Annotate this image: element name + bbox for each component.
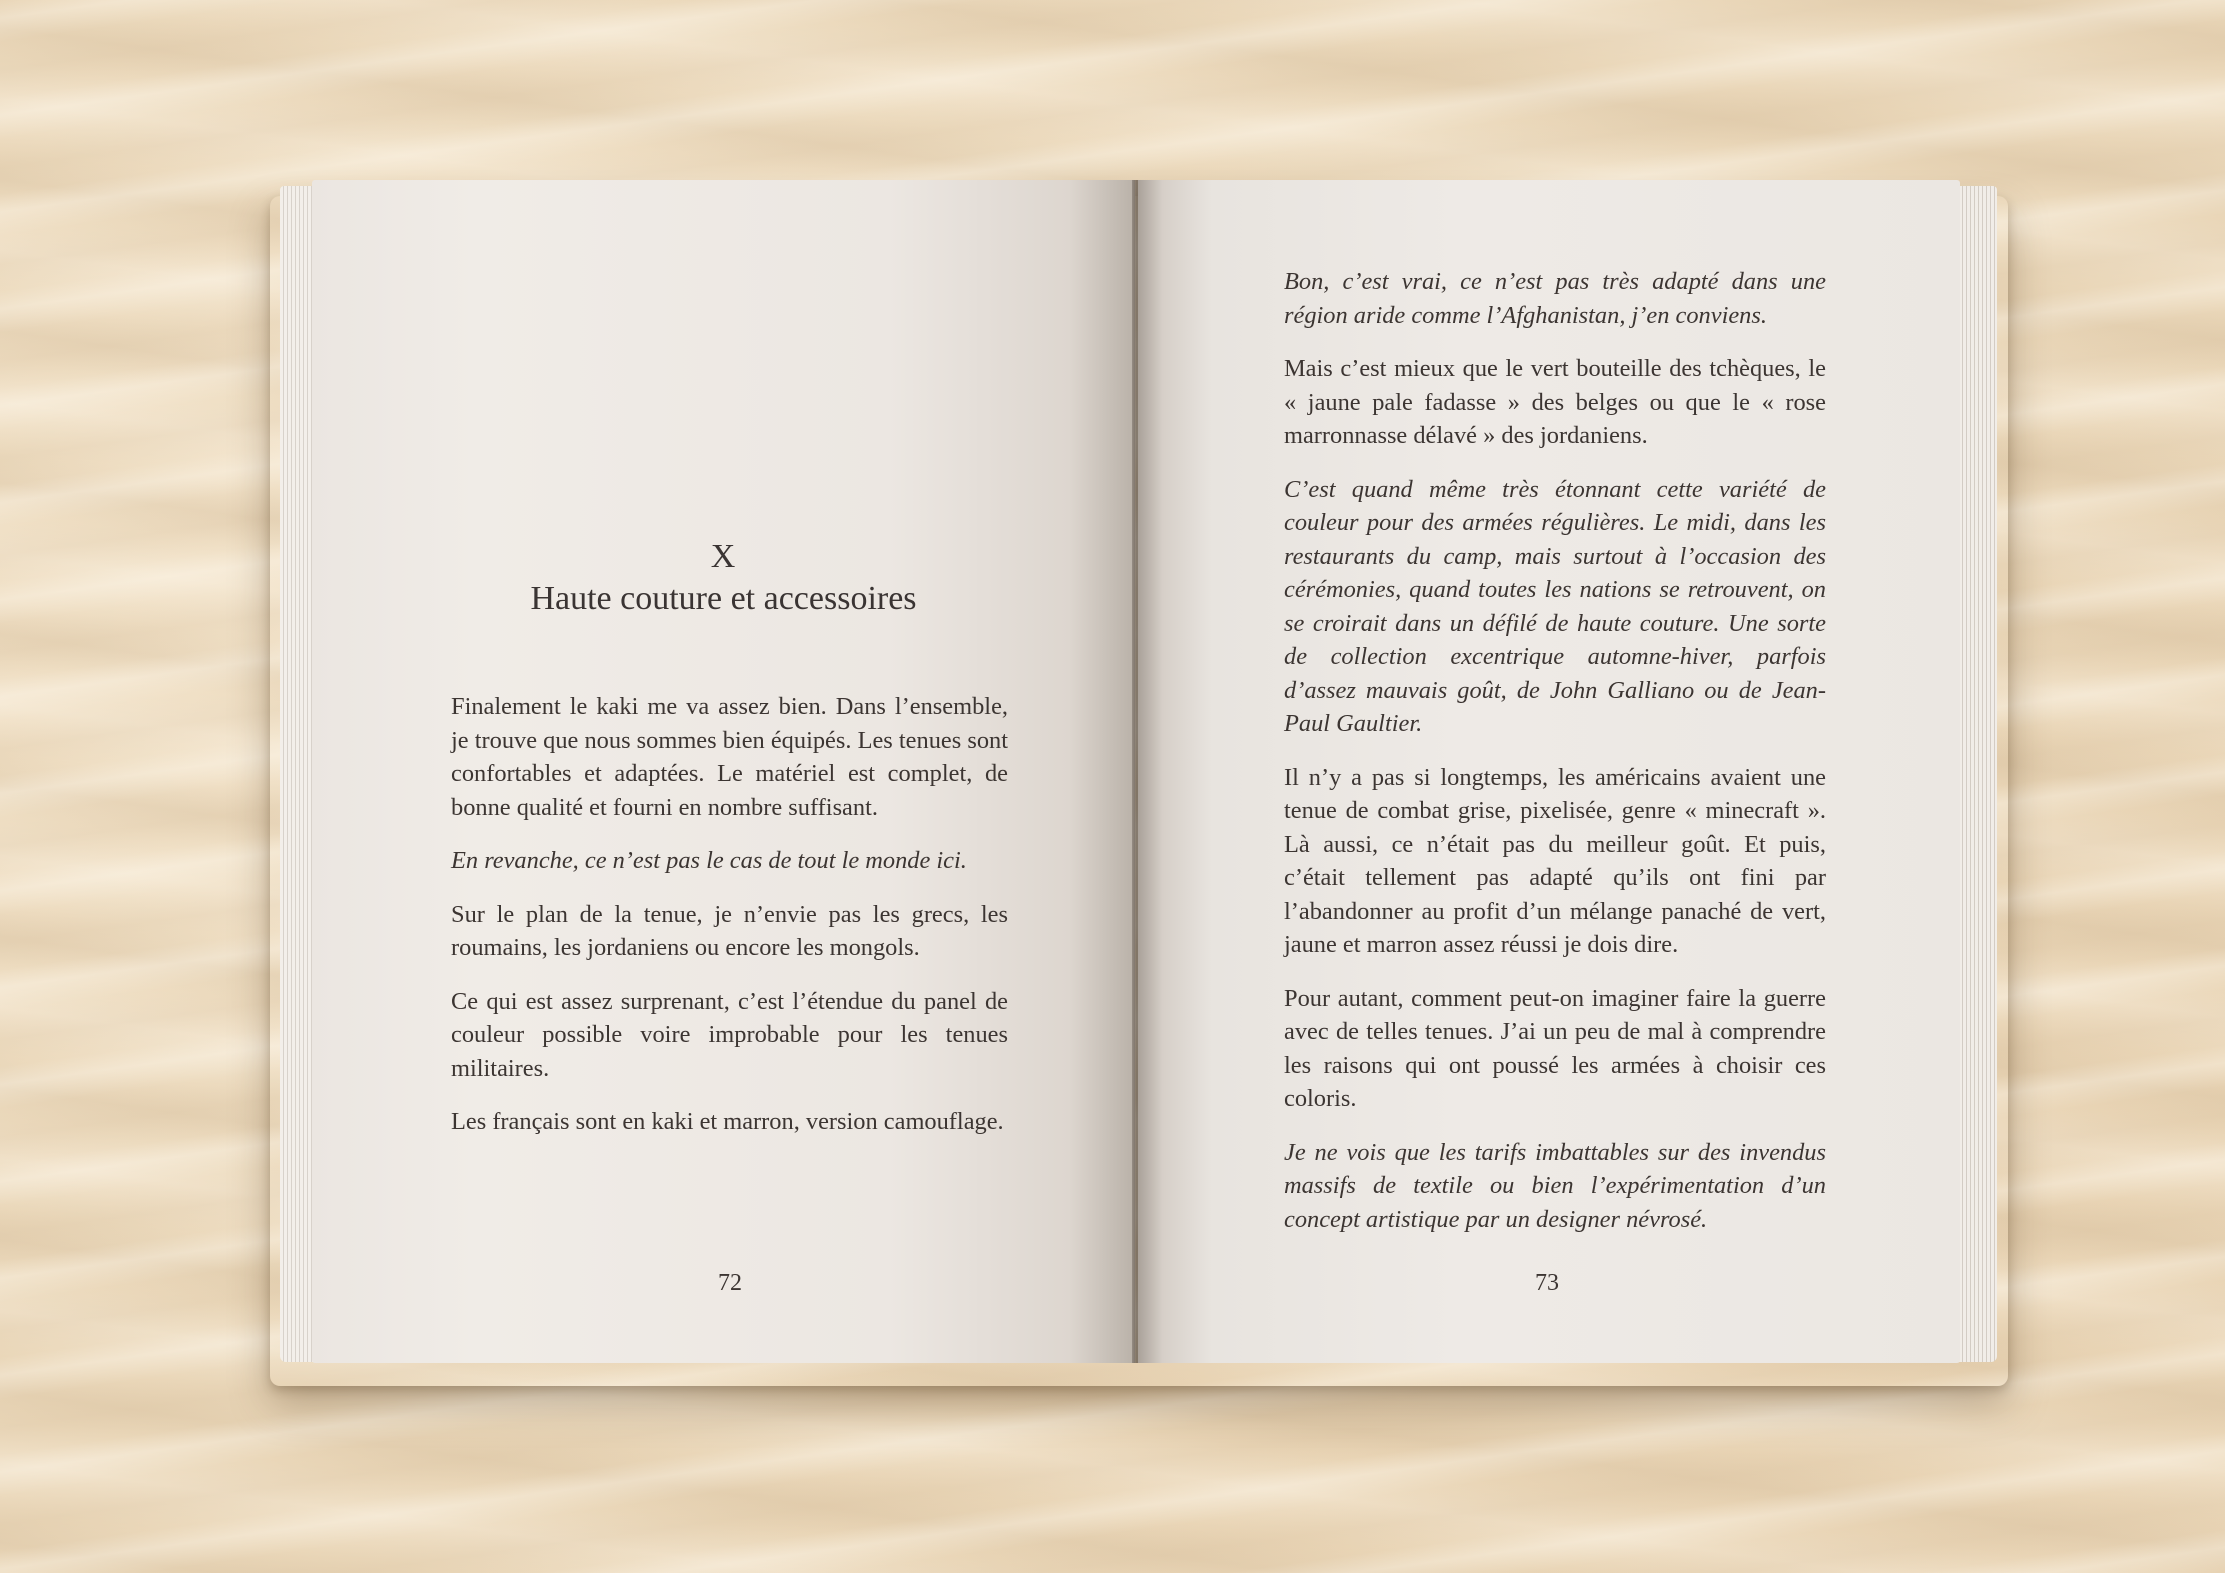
right-page-edges <box>1955 186 1997 1362</box>
paragraph-italic: En revanche, ce n’est pas le cas de tout le monde ici. <box>451 847 967 874</box>
left-page <box>312 180 1135 1363</box>
paragraph-italic: C’est quand même très étonnant cette variété de couleur pour des armées régulières. Le midi, dans les restaurants du camp, mais surtout à l’occasion des cérémonies, quand toutes les nations se retrouvent, on se croirait dans un défilé de haute couture. Une sorte de collection excentrique automne-hiver, parfois d’assez mauvais goût, de John Galliano ou de Jean-Paul Gaultier. <box>1284 475 1826 737</box>
paragraph-italic: Je ne vois que les tarifs imbattables sur des invendus massifs de textile ou bien l’expérimentation d’un concept artistique par un designer névrosé. <box>1284 1138 1826 1233</box>
left-page-body <box>451 690 1008 1159</box>
right-page <box>1138 180 1960 1363</box>
paragraph: Mais c’est mieux que le vert bouteille des tchèques, le « jaune pale fadasse » des belges ou que le « rose marronnasse délavé » des jordaniens. <box>1284 355 1826 449</box>
right-page-body <box>1284 265 1826 1256</box>
paragraph: Ce qui est assez surprenant, c’est l’étendue du panel de couleur possible voire improbable pour les tenues militaires. <box>451 987 1008 1082</box>
page-number-left: 72 <box>718 1270 742 1296</box>
chapter-number: X <box>710 538 737 575</box>
paragraph-italic: Bon, c’est vrai, ce n’est pas très adapté dans une région aride comme l’Afghanistan, j’en conviens. <box>1284 268 1826 329</box>
paragraph: Finalement le kaki me va assez bien. Dans l’ensemble, je trouve que nous sommes bien équipés. Les tenues sont confortables et adaptées. Le matériel est complet, de bonne qualité et fourni en nombre suffisant. <box>451 693 1008 821</box>
chapter-title: Haute couture et accessoires <box>530 580 917 617</box>
paragraph: Les français sont en kaki et marron, version camouflage. <box>451 1108 1004 1135</box>
paragraph: Sur le plan de la tenue, je n’envie pas les grecs, les roumains, les jordaniens ou encore les mongols. <box>451 900 1008 961</box>
page-number-right: 73 <box>1535 1270 1559 1296</box>
paragraph: Il n’y a pas si longtemps, les américains avaient une tenue de combat grise, pixelisée, genre « minecraft ». Là aussi, ce n’était pas du meilleur goût. Et puis, c’était tellement pas adapté qu’ils ont fini par l’abandonner au profit d’un mélange panaché de vert, jaune et marron assez réussi je dois dire. <box>1284 763 1826 958</box>
paragraph: Pour autant, comment peut-on imaginer faire la guerre avec de telles tenues. J’ai un peu de mal à comprendre les raisons qui ont poussé les armées à choisir ces coloris. <box>1284 984 1826 1112</box>
